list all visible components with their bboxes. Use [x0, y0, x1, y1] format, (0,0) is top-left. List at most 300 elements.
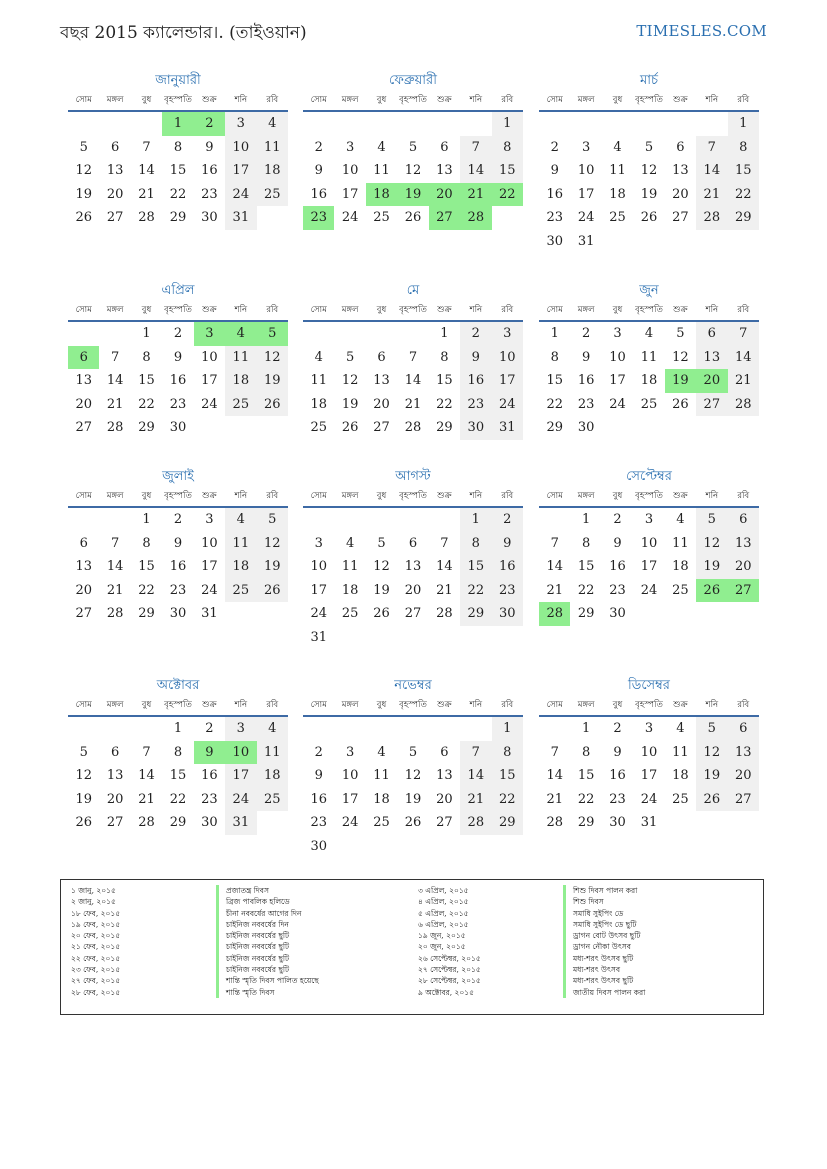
week-row — [303, 183, 523, 207]
day-cell: 22 — [728, 183, 759, 207]
day-cell: 15 — [577, 768, 595, 784]
empty-cell — [633, 416, 664, 440]
legend-row — [408, 908, 645, 919]
day-cell: 3 — [613, 326, 622, 341]
day-cell: 4 — [225, 322, 256, 346]
day-cell: 17 — [492, 369, 523, 393]
day-cell: 26 — [373, 606, 390, 622]
day-cell: 14 — [728, 346, 759, 370]
weekday-label: রবি — [737, 700, 750, 710]
day-cell: 22 — [577, 582, 595, 598]
day-cell: 30 — [201, 210, 218, 226]
day-cell: 2 — [613, 512, 622, 527]
empty-cell — [397, 835, 428, 859]
day-cell: 25 — [672, 791, 689, 807]
empty-cell — [366, 112, 397, 136]
day-cell: 12 — [257, 532, 288, 556]
day-cell: 10 — [492, 346, 523, 370]
day-cell: 1 — [142, 512, 151, 527]
day-cell: 25 — [373, 210, 390, 226]
week-row — [303, 393, 523, 417]
day-cell: 25 — [373, 815, 390, 831]
week-row — [68, 788, 288, 812]
legend-holiday-name: সমাধি সুইপিং ডে — [573, 908, 624, 918]
day-cell: 19 — [373, 582, 390, 598]
month-name: সেপ্টেম্বর — [626, 469, 672, 484]
day-cell: 5 — [408, 744, 418, 760]
legend-holiday-name: ড্রাগন বোট উৎসব ছুটি — [573, 931, 641, 941]
weekday-label: সোম — [75, 491, 92, 501]
legend-date: ২৮ সেপ্টেম্বর, ২০১৫ — [418, 976, 481, 986]
day-cell: 9 — [460, 346, 491, 370]
day-cell: 5 — [408, 139, 418, 155]
day-cell: 30 — [492, 602, 523, 626]
empty-cell — [728, 811, 759, 835]
weekday-label: বুধ — [141, 95, 152, 105]
weekday-header — [68, 300, 288, 322]
day-cell: 12 — [640, 163, 658, 179]
day-cell: 27 — [696, 393, 727, 417]
empty-cell — [334, 322, 365, 346]
weekday-label: বৃহস্পতি — [399, 700, 427, 710]
legend-marker — [216, 941, 219, 952]
empty-cell — [696, 112, 727, 136]
day-cell: 24 — [492, 393, 523, 417]
legend-marker — [216, 964, 219, 975]
weekday-label: শনি — [234, 700, 248, 710]
empty-cell — [257, 602, 288, 626]
week-row — [68, 416, 288, 440]
day-cell: 25 — [225, 579, 256, 603]
day-cell: 13 — [75, 559, 92, 575]
empty-cell — [696, 230, 727, 254]
weekday-label: রবি — [266, 95, 279, 105]
weekday-label: শনি — [705, 700, 719, 710]
legend-row — [408, 930, 645, 941]
day-cell: 9 — [613, 535, 622, 551]
day-cell: 6 — [440, 744, 449, 760]
weekday-label: শনি — [234, 305, 248, 315]
day-cell: 18 — [672, 559, 689, 575]
day-cell: 27 — [106, 815, 124, 831]
day-cell: 6 — [68, 346, 99, 370]
day-cell: 31 — [225, 811, 256, 835]
empty-cell — [460, 626, 491, 650]
day-cell: 2 — [314, 744, 323, 760]
day-cell: 1 — [142, 326, 151, 341]
day-cell: 18 — [366, 183, 397, 207]
empty-cell — [68, 508, 99, 532]
legend-marker — [216, 885, 219, 896]
weekday-label: শনি — [705, 491, 719, 501]
day-cell: 24 — [640, 791, 658, 807]
week-row — [539, 788, 759, 812]
week-row — [539, 136, 759, 160]
week-row — [539, 508, 759, 532]
day-cell: 7 — [440, 535, 449, 551]
day-cell: 19 — [397, 183, 428, 207]
weekday-label: রবি — [737, 491, 750, 501]
day-cell: 23 — [310, 815, 327, 831]
empty-cell — [68, 717, 99, 741]
day-cell: 3 — [644, 721, 654, 736]
empty-cell — [68, 322, 99, 346]
weekday-label: বৃহস্পতি — [164, 95, 192, 105]
day-cell: 23 — [492, 579, 523, 603]
empty-cell — [696, 811, 727, 835]
month-name: আগস্ট — [395, 469, 431, 484]
legend-date: ২৭ ফেব, ২০১৫ — [71, 976, 121, 986]
day-cell: 1 — [550, 326, 559, 341]
day-cell: 14 — [696, 159, 727, 183]
day-cell: 29 — [138, 606, 155, 622]
month-name: এপ্রিল — [161, 283, 195, 298]
day-cell: 6 — [728, 717, 759, 741]
day-cell: 19 — [696, 555, 727, 579]
weekday-label: রবি — [266, 305, 279, 315]
day-cell: 30 — [169, 420, 187, 436]
day-cell: 1 — [162, 112, 193, 136]
day-cell: 1 — [492, 112, 523, 136]
day-cell: 29 — [492, 811, 523, 835]
legend-row — [61, 908, 319, 919]
day-cell: 28 — [728, 393, 759, 417]
weekday-header — [303, 486, 523, 508]
day-cell: 8 — [550, 349, 559, 365]
day-cell: 20 — [106, 186, 124, 202]
empty-cell — [99, 717, 130, 741]
week-row — [539, 555, 759, 579]
day-cell: 8 — [173, 139, 183, 155]
weekday-label: বুধ — [376, 305, 387, 315]
week-row — [68, 579, 288, 603]
weekday-label: সোম — [310, 95, 327, 105]
week-row — [68, 206, 288, 230]
weekday-label: সোম — [310, 305, 327, 315]
day-cell: 28 — [539, 602, 570, 626]
legend-holiday-name: শিশু দিবস — [573, 897, 604, 907]
week-row — [539, 579, 759, 603]
day-cell: 12 — [373, 559, 390, 575]
day-cell: 9 — [550, 163, 559, 179]
day-cell: 22 — [460, 579, 491, 603]
day-cell: 21 — [696, 183, 727, 207]
week-row — [303, 532, 523, 556]
day-cell: 23 — [169, 396, 187, 412]
day-cell: 20 — [672, 186, 689, 202]
weekday-label: বৃহস্পতি — [399, 95, 427, 105]
day-cell: 30 — [460, 416, 491, 440]
day-cell: 2 — [492, 508, 523, 532]
empty-cell — [665, 602, 696, 626]
day-cell: 24 — [341, 815, 359, 831]
day-cell: 15 — [460, 555, 491, 579]
empty-cell — [334, 626, 365, 650]
empty-cell — [602, 416, 633, 440]
day-cell: 15 — [492, 159, 523, 183]
legend-marker — [563, 975, 566, 986]
day-cell: 25 — [257, 183, 288, 207]
day-cell: 21 — [460, 788, 491, 812]
empty-cell — [397, 508, 428, 532]
day-cell: 4 — [613, 139, 622, 155]
legend-date: ৬ এপ্রিল, ২০১৫ — [418, 919, 469, 929]
legend-date: ২০ জুন, ২০১৫ — [418, 942, 466, 952]
day-cell: 25 — [257, 788, 288, 812]
legend-date: ১৯ ফেব, ২০১৫ — [71, 919, 121, 929]
day-cell: 14 — [106, 559, 124, 575]
day-cell: 16 — [577, 373, 595, 389]
legend-marker — [216, 930, 219, 941]
day-cell: 1 — [460, 508, 491, 532]
day-cell: 16 — [460, 369, 491, 393]
day-cell: 20 — [728, 764, 759, 788]
week-row — [303, 369, 523, 393]
weekday-header — [68, 486, 288, 508]
empty-cell — [602, 112, 633, 136]
day-cell: 8 — [728, 136, 759, 160]
day-cell: 16 — [169, 559, 187, 575]
month-block — [68, 72, 288, 230]
day-cell: 13 — [106, 163, 124, 179]
day-cell: 8 — [581, 744, 591, 760]
day-cell: 28 — [546, 815, 563, 831]
day-cell: 9 — [205, 139, 214, 155]
day-cell: 14 — [404, 373, 422, 389]
day-cell: 13 — [672, 163, 689, 179]
day-cell: 4 — [676, 721, 685, 736]
day-cell: 28 — [696, 206, 727, 230]
day-cell: 7 — [408, 349, 418, 365]
day-cell: 20 — [429, 183, 460, 207]
week-row — [303, 626, 523, 650]
empty-cell — [334, 835, 365, 859]
empty-cell — [397, 626, 428, 650]
empty-cell — [366, 508, 397, 532]
day-cell: 8 — [460, 532, 491, 556]
weekday-label: রবি — [737, 95, 750, 105]
weekday-label: শুক্র — [673, 95, 688, 105]
day-cell: 15 — [138, 559, 155, 575]
weekday-label: শুক্র — [202, 95, 217, 105]
day-cell: 11 — [609, 163, 626, 179]
day-cell: 1 — [492, 717, 523, 741]
day-cell: 28 — [404, 420, 422, 436]
month-name: মার্চ — [639, 73, 658, 88]
empty-cell — [492, 206, 523, 230]
day-cell: 16 — [310, 791, 327, 807]
day-cell: 3 — [581, 139, 591, 155]
legend-row — [61, 987, 319, 998]
week-row — [539, 112, 759, 136]
day-cell: 23 — [460, 393, 491, 417]
day-cell: 20 — [404, 582, 422, 598]
empty-cell — [334, 112, 365, 136]
day-cell: 16 — [609, 768, 626, 784]
week-row — [68, 159, 288, 183]
weekday-label: বৃহস্পতি — [635, 305, 663, 315]
day-cell: 2 — [194, 112, 225, 136]
day-cell: 27 — [106, 210, 124, 226]
day-cell: 4 — [257, 112, 288, 136]
day-cell: 17 — [310, 582, 327, 598]
day-cell: 23 — [201, 791, 218, 807]
day-cell: 23 — [609, 582, 626, 598]
week-row — [68, 112, 288, 136]
legend-date: ৩ এপ্রিল, ২০১৫ — [418, 886, 469, 895]
day-cell: 28 — [436, 606, 453, 622]
empty-cell — [225, 416, 256, 440]
day-cell: 18 — [640, 373, 658, 389]
month-block — [303, 72, 523, 230]
month-name: জুন — [639, 283, 659, 298]
weekday-label: সোম — [310, 700, 327, 710]
weekday-header — [303, 300, 523, 322]
day-cell: 19 — [75, 186, 92, 202]
day-cell: 10 — [640, 744, 658, 760]
day-cell: 14 — [106, 373, 124, 389]
day-cell: 10 — [225, 741, 256, 765]
empty-cell — [665, 811, 696, 835]
weekday-label: শনি — [234, 491, 248, 501]
weekday-label: শনি — [469, 95, 483, 105]
day-cell: 8 — [492, 136, 523, 160]
day-cell: 27 — [429, 206, 460, 230]
day-cell: 10 — [609, 349, 626, 365]
day-cell: 29 — [169, 815, 187, 831]
weekday-label: বুধ — [612, 700, 623, 710]
weekday-label: বৃহস্পতি — [635, 491, 663, 501]
day-cell: 14 — [138, 768, 155, 784]
day-cell: 8 — [173, 744, 183, 760]
legend-marker — [216, 975, 219, 986]
day-cell: 28 — [106, 606, 124, 622]
week-row — [539, 322, 759, 346]
month-block — [539, 282, 759, 440]
day-cell: 26 — [696, 788, 727, 812]
day-cell: 26 — [341, 420, 359, 436]
day-cell: 2 — [581, 326, 591, 341]
week-row — [68, 508, 288, 532]
weekday-label: শুক্র — [202, 491, 217, 501]
site-link[interactable]: TIMESLES.COM — [636, 22, 767, 40]
weekday-label: বুধ — [376, 491, 387, 501]
weekday-label: বুধ — [141, 491, 152, 501]
day-cell: 14 — [546, 559, 563, 575]
day-cell: 17 — [201, 559, 218, 575]
empty-cell — [633, 112, 664, 136]
day-cell: 10 — [341, 163, 359, 179]
week-row — [303, 602, 523, 626]
legend-date: ২২ ফেব, ২০১৫ — [71, 953, 121, 963]
day-cell: 12 — [696, 532, 727, 556]
day-cell: 12 — [75, 163, 92, 179]
day-cell: 14 — [460, 764, 491, 788]
day-cell: 23 — [609, 791, 626, 807]
day-cell: 31 — [310, 629, 327, 645]
month-block — [68, 677, 288, 835]
legend-holiday-name: মধ্য-শরৎ উৎসব ছুটি — [573, 953, 634, 963]
empty-cell — [303, 112, 334, 136]
empty-cell — [696, 602, 727, 626]
weekday-label: রবি — [501, 305, 514, 315]
day-cell: 4 — [377, 744, 386, 760]
legend-date: ১ জানু, ২০১৫ — [71, 886, 116, 895]
legend-marker — [563, 987, 566, 998]
empty-cell — [460, 835, 491, 859]
day-cell: 22 — [169, 186, 187, 202]
day-cell: 1 — [581, 512, 591, 527]
day-cell: 22 — [492, 183, 523, 207]
month-block — [68, 468, 288, 626]
day-cell: 18 — [373, 791, 390, 807]
day-cell: 22 — [436, 396, 453, 412]
day-cell: 11 — [640, 349, 658, 365]
day-cell: 18 — [225, 555, 256, 579]
day-cell: 10 — [577, 163, 595, 179]
weekday-label: বৃহস্পতি — [399, 491, 427, 501]
week-row — [539, 741, 759, 765]
empty-cell — [99, 322, 130, 346]
empty-cell — [366, 322, 397, 346]
empty-cell — [728, 602, 759, 626]
empty-cell — [728, 230, 759, 254]
legend-date: ২৭ সেপ্টেম্বর, ২০১৫ — [418, 965, 481, 975]
day-cell: 26 — [257, 579, 288, 603]
weekday-header — [539, 695, 759, 717]
legend-date: ২৩ ফেব, ২০১৫ — [71, 965, 121, 975]
day-cell: 26 — [257, 393, 288, 417]
week-row — [303, 206, 523, 230]
day-cell: 23 — [577, 396, 595, 412]
day-cell: 10 — [225, 136, 256, 160]
day-cell: 21 — [404, 396, 422, 412]
empty-cell — [225, 602, 256, 626]
day-cell: 25 — [225, 393, 256, 417]
week-row — [68, 346, 288, 370]
day-cell: 2 — [460, 322, 491, 346]
weekday-label: সোম — [546, 491, 563, 501]
legend-holiday-name: ড্রাগন নৌকা উৎসব — [573, 942, 631, 952]
day-cell: 11 — [257, 741, 288, 765]
empty-cell — [460, 717, 491, 741]
weekday-label: রবি — [501, 491, 514, 501]
day-cell: 3 — [194, 322, 225, 346]
weekday-label: সোম — [75, 95, 92, 105]
empty-cell — [539, 717, 570, 741]
legend-date: ১৮ ফেব, ২০১৫ — [71, 908, 121, 918]
empty-cell — [68, 112, 99, 136]
day-cell: 17 — [225, 159, 256, 183]
week-row — [539, 532, 759, 556]
day-cell: 29 — [728, 206, 759, 230]
day-cell: 3 — [345, 139, 355, 155]
legend-marker — [563, 964, 566, 975]
month-name: নভেম্বর — [394, 678, 432, 693]
day-cell: 29 — [169, 210, 187, 226]
empty-cell — [257, 206, 288, 230]
day-cell: 10 — [201, 349, 218, 365]
week-row — [68, 532, 288, 556]
weekday-label: বুধ — [141, 305, 152, 315]
day-cell: 26 — [75, 210, 92, 226]
legend-marker — [563, 908, 566, 919]
legend-holiday-name: চাইনিজ নববর্ষের ছুটি — [226, 931, 290, 941]
month-name: মে — [406, 283, 420, 298]
day-cell: 5 — [257, 322, 288, 346]
legend-row — [61, 941, 319, 952]
day-cell: 22 — [546, 396, 563, 412]
